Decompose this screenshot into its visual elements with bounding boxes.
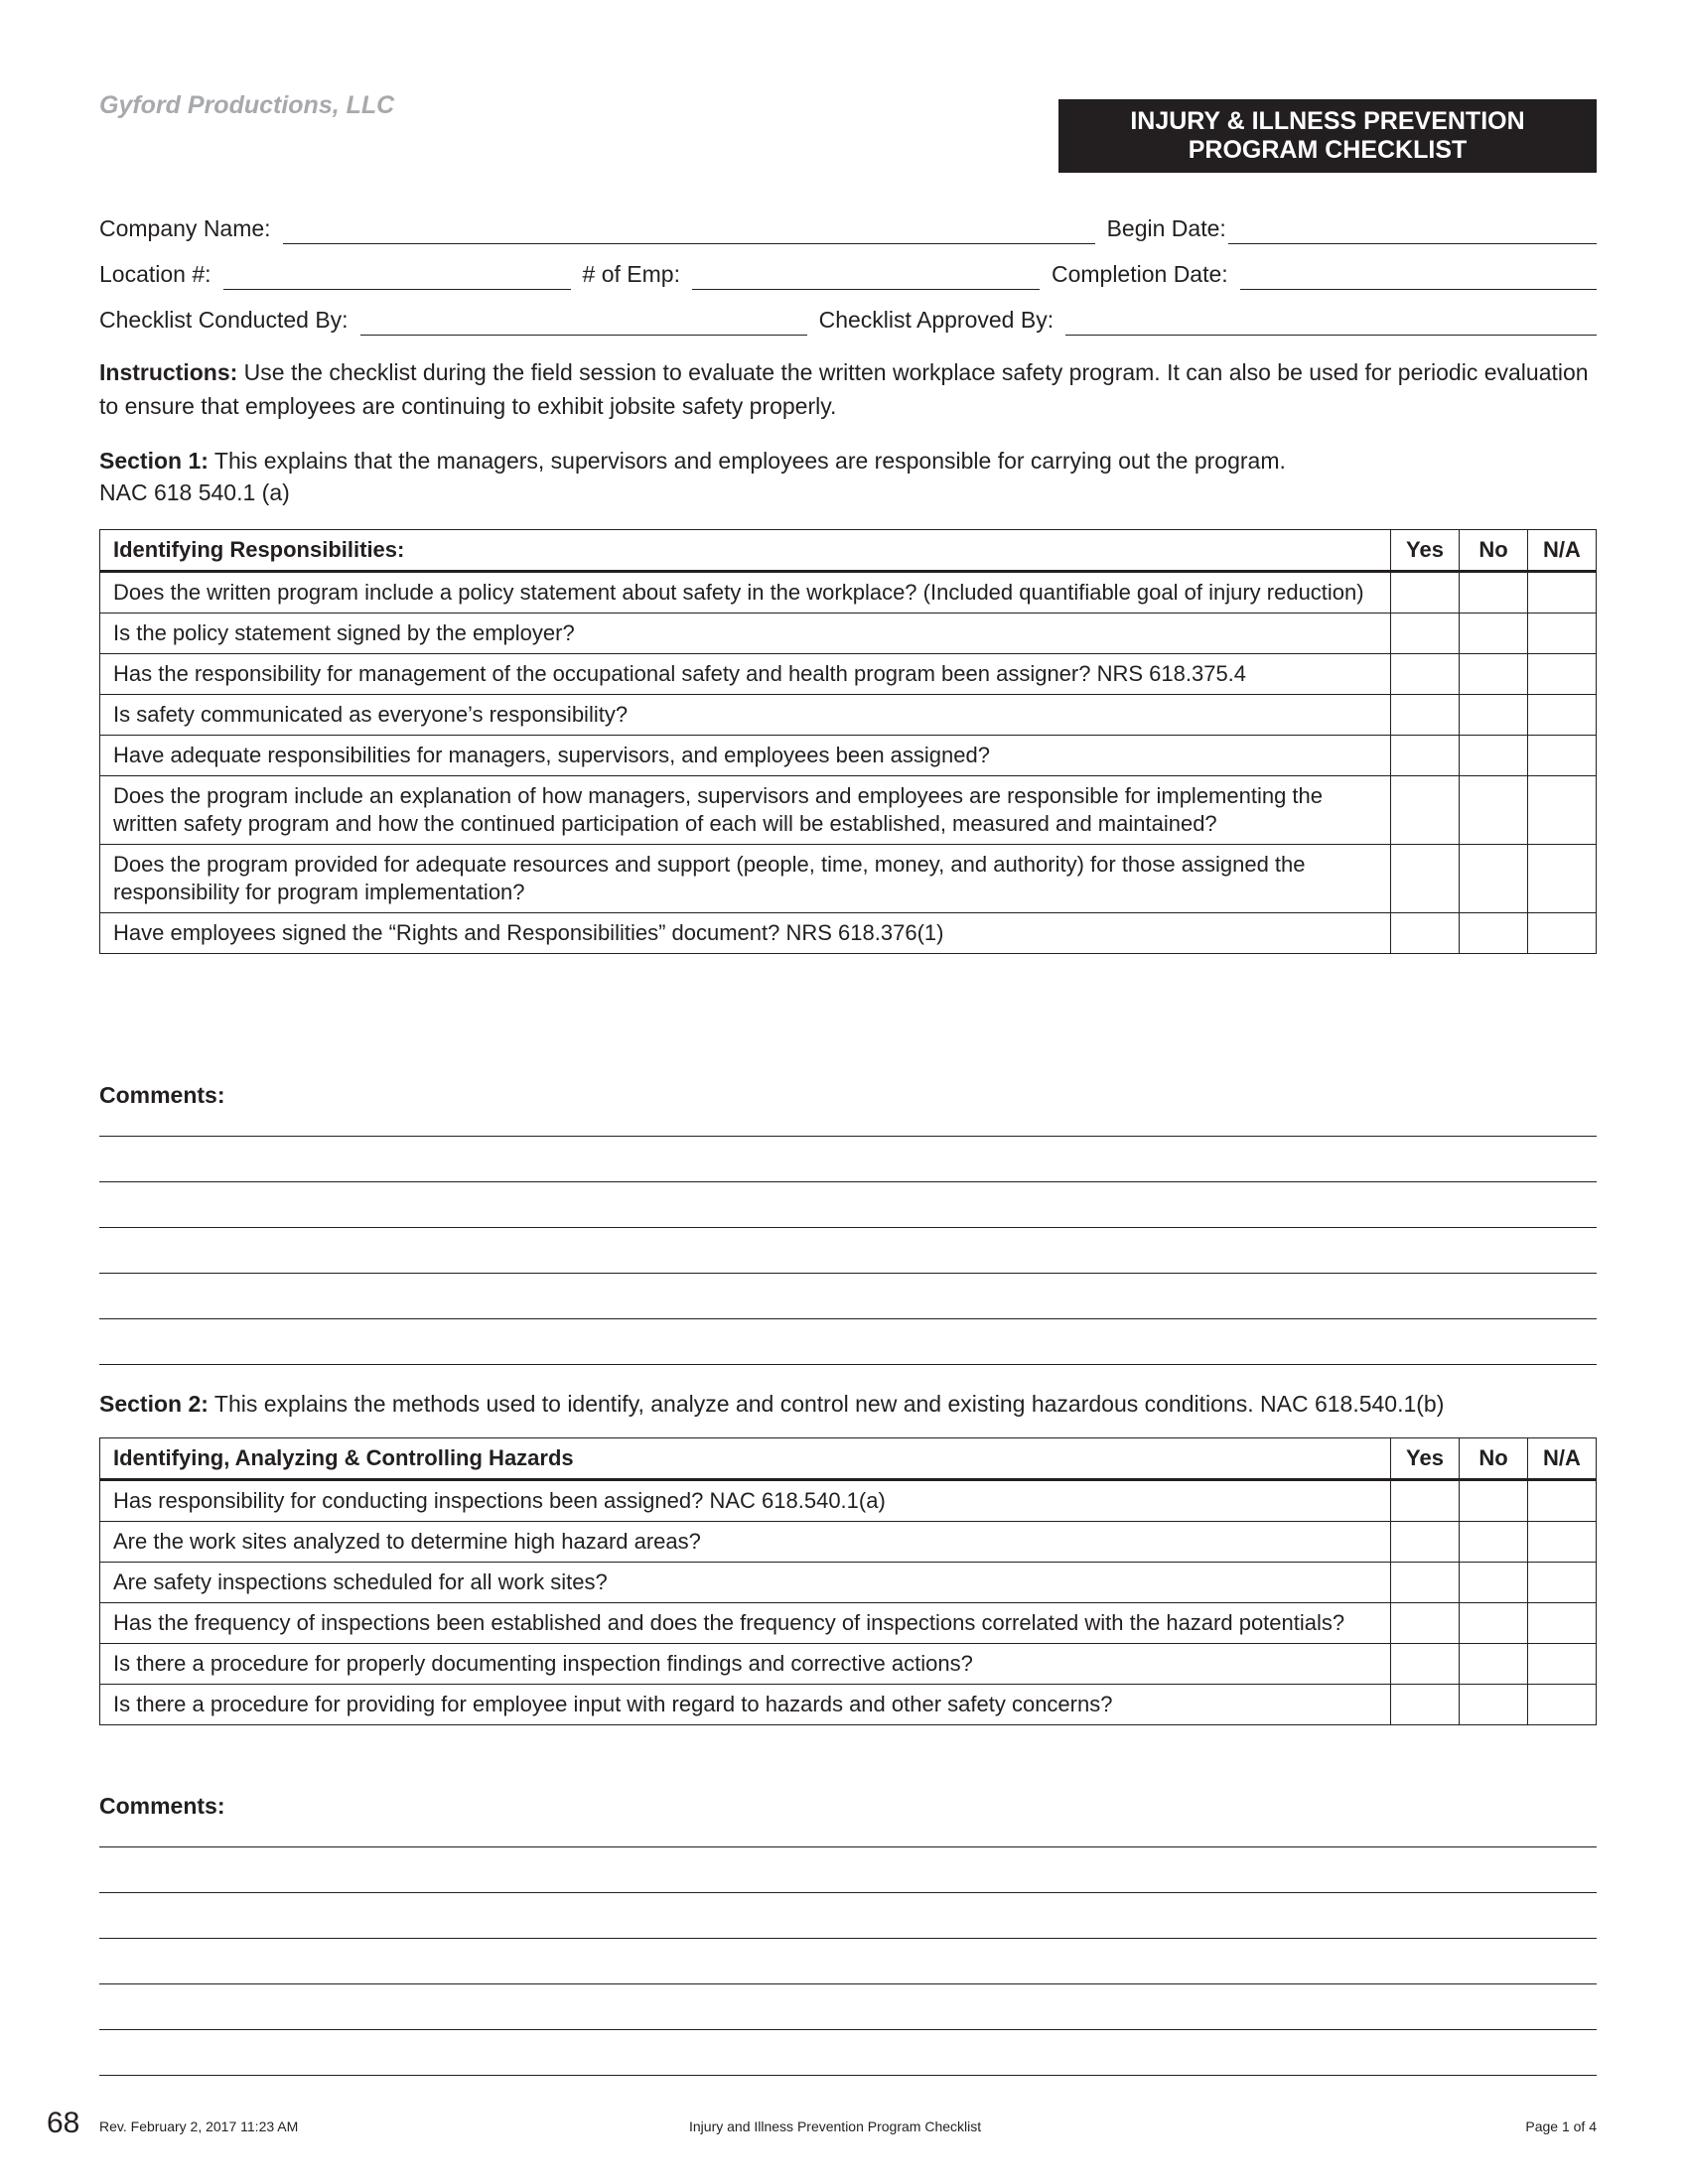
no-checkbox-cell[interactable] bbox=[1460, 845, 1528, 913]
yes-column-header: Yes bbox=[1391, 1438, 1460, 1480]
begin-date-label: Begin Date: bbox=[1106, 215, 1226, 241]
no-checkbox-cell[interactable] bbox=[1460, 654, 1528, 695]
field-row-1 bbox=[99, 199, 1597, 244]
title-line-2: PROGRAM CHECKLIST bbox=[1188, 136, 1468, 164]
na-checkbox-cell[interactable] bbox=[1528, 572, 1597, 614]
title-line-1: INJURY & ILLNESS PREVENTION bbox=[1130, 107, 1525, 135]
yes-checkbox-cell[interactable] bbox=[1391, 913, 1460, 954]
section-1-text: This explains that the managers, supervisors and employees are responsible for carrying out the program. bbox=[208, 448, 1286, 474]
no-column-header: No bbox=[1460, 530, 1528, 572]
document-title-box bbox=[1058, 99, 1597, 173]
no-column-header: No bbox=[1460, 1438, 1528, 1480]
na-checkbox-cell[interactable] bbox=[1528, 695, 1597, 736]
yes-checkbox-cell[interactable] bbox=[1391, 845, 1460, 913]
company-logo-text: Gyford Productions, LLC bbox=[99, 91, 395, 119]
table-row bbox=[100, 654, 1597, 695]
question-text: Is there a procedure for providing for employee input with regard to hazards and other safety concerns? bbox=[100, 1685, 1391, 1725]
section-1-label: Section 1: bbox=[99, 448, 209, 474]
na-checkbox-cell[interactable] bbox=[1528, 776, 1597, 845]
table-row bbox=[100, 776, 1597, 845]
table-row bbox=[100, 1603, 1597, 1644]
comment-line[interactable] bbox=[99, 1846, 1597, 1847]
question-text: Have adequate responsibilities for managers, supervisors, and employees been assigned? bbox=[100, 736, 1391, 776]
instructions-label: Instructions: bbox=[99, 359, 238, 385]
yes-checkbox-cell[interactable] bbox=[1391, 695, 1460, 736]
table-row bbox=[100, 736, 1597, 776]
table-row bbox=[100, 913, 1597, 954]
question-text: Are the work sites analyzed to determine high hazard areas? bbox=[100, 1522, 1391, 1563]
company-name-field[interactable] bbox=[283, 217, 1095, 244]
section-2-comments-label: Comments: bbox=[99, 1793, 225, 1819]
section-2-label: Section 2: bbox=[99, 1391, 209, 1417]
table-row bbox=[100, 1480, 1597, 1522]
na-column-header: N/A bbox=[1528, 1438, 1597, 1480]
conducted-by-field[interactable] bbox=[360, 309, 807, 336]
comment-line[interactable] bbox=[99, 1983, 1597, 1984]
company-name-label: Company Name: bbox=[99, 215, 271, 241]
section-1-ref: NAC 618 540.1 (a) bbox=[99, 479, 290, 505]
comment-line[interactable] bbox=[99, 1364, 1597, 1365]
num-emp-label: # of Emp: bbox=[582, 261, 680, 287]
question-text: Does the program include an explanation of how managers, supervisors and employees are responsible for implementing the written safety program and how the continued participation of each will be established, measured and maintained? bbox=[100, 776, 1391, 845]
table-row bbox=[100, 1685, 1597, 1725]
footer-doc-title: Injury and Illness Prevention Program Checklist bbox=[689, 2118, 982, 2134]
yes-column-header: Yes bbox=[1391, 530, 1460, 572]
na-checkbox-cell[interactable] bbox=[1528, 913, 1597, 954]
na-checkbox-cell[interactable] bbox=[1528, 1522, 1597, 1563]
page-number: 68 bbox=[47, 2107, 80, 2139]
no-checkbox-cell[interactable] bbox=[1460, 695, 1528, 736]
question-text: Does the written program include a policy statement about safety in the workplace? (Included quantifiable goal of injury reduction) bbox=[100, 572, 1391, 614]
no-checkbox-cell[interactable] bbox=[1460, 1644, 1528, 1685]
comment-line[interactable] bbox=[99, 2075, 1597, 2076]
no-checkbox-cell[interactable] bbox=[1460, 776, 1528, 845]
completion-date-label: Completion Date: bbox=[1051, 261, 1228, 287]
no-checkbox-cell[interactable] bbox=[1460, 1563, 1528, 1603]
section-2-heading bbox=[99, 1388, 1599, 1420]
yes-checkbox-cell[interactable] bbox=[1391, 736, 1460, 776]
question-text: Have employees signed the “Rights and Responsibilities” document? NRS 618.376(1) bbox=[100, 913, 1391, 954]
comment-line[interactable] bbox=[99, 2029, 1597, 2030]
yes-checkbox-cell[interactable] bbox=[1391, 1480, 1460, 1522]
approved-by-label: Checklist Approved By: bbox=[818, 307, 1055, 333]
table-row bbox=[100, 614, 1597, 654]
no-checkbox-cell[interactable] bbox=[1460, 614, 1528, 654]
na-column-header: N/A bbox=[1528, 530, 1597, 572]
completion-date-field[interactable] bbox=[1240, 263, 1597, 290]
table-row bbox=[100, 572, 1597, 614]
table-row bbox=[100, 1563, 1597, 1603]
revision-date: Rev. February 2, 2017 11:23 AM bbox=[99, 2118, 299, 2134]
section-1-comments-label: Comments: bbox=[99, 1082, 225, 1108]
na-checkbox-cell[interactable] bbox=[1528, 736, 1597, 776]
na-checkbox-cell[interactable] bbox=[1528, 1685, 1597, 1725]
section-1-heading bbox=[99, 445, 1599, 508]
yes-checkbox-cell[interactable] bbox=[1391, 654, 1460, 695]
no-checkbox-cell[interactable] bbox=[1460, 572, 1528, 614]
na-checkbox-cell[interactable] bbox=[1528, 1480, 1597, 1522]
footer-page-of: Page 1 of 4 bbox=[1525, 2118, 1597, 2134]
comment-line[interactable] bbox=[99, 1136, 1597, 1137]
question-text: Has responsibility for conducting inspections been assigned? NAC 618.540.1(a) bbox=[100, 1480, 1391, 1522]
begin-date-field[interactable] bbox=[1228, 217, 1597, 244]
header-fields bbox=[99, 199, 1597, 336]
field-row-2 bbox=[99, 244, 1597, 290]
section-2-text: This explains the methods used to identify, analyze and control new and existing hazardous conditions. NAC 618.540.1(b) bbox=[208, 1391, 1445, 1417]
na-checkbox-cell[interactable] bbox=[1528, 614, 1597, 654]
question-text: Are safety inspections scheduled for all work sites? bbox=[100, 1563, 1391, 1603]
na-checkbox-cell[interactable] bbox=[1528, 1603, 1597, 1644]
table-row bbox=[100, 1522, 1597, 1563]
table-title: Identifying Responsibilities: bbox=[100, 530, 1391, 572]
na-checkbox-cell[interactable] bbox=[1528, 1563, 1597, 1603]
yes-checkbox-cell[interactable] bbox=[1391, 572, 1460, 614]
question-text: Does the program provided for adequate resources and support (people, time, money, and authority) for those assigned the responsibility for program implementation? bbox=[100, 845, 1391, 913]
na-checkbox-cell[interactable] bbox=[1528, 1644, 1597, 1685]
no-checkbox-cell[interactable] bbox=[1460, 913, 1528, 954]
no-checkbox-cell[interactable] bbox=[1460, 1685, 1528, 1725]
comment-line[interactable] bbox=[99, 1181, 1597, 1182]
yes-checkbox-cell[interactable] bbox=[1391, 1644, 1460, 1685]
yes-checkbox-cell[interactable] bbox=[1391, 1563, 1460, 1603]
conducted-by-label: Checklist Conducted By: bbox=[99, 307, 349, 333]
instructions-text: Use the checklist during the field session to evaluate the written workplace safety program. It can also be used for periodic evaluation to ensure that employees are continuing to exhibit jobsite safety properly. bbox=[99, 359, 1589, 419]
na-checkbox-cell[interactable] bbox=[1528, 845, 1597, 913]
table-header-row bbox=[100, 530, 1597, 572]
table-row bbox=[100, 695, 1597, 736]
comment-line[interactable] bbox=[99, 1892, 1597, 1893]
yes-checkbox-cell[interactable] bbox=[1391, 614, 1460, 654]
no-checkbox-cell[interactable] bbox=[1460, 1522, 1528, 1563]
comment-line[interactable] bbox=[99, 1273, 1597, 1274]
num-emp-field[interactable] bbox=[692, 263, 1040, 290]
location-field[interactable] bbox=[223, 263, 571, 290]
na-checkbox-cell[interactable] bbox=[1528, 654, 1597, 695]
comment-line[interactable] bbox=[99, 1318, 1597, 1319]
comment-line[interactable] bbox=[99, 1227, 1597, 1228]
approved-by-field[interactable] bbox=[1065, 309, 1597, 336]
question-text: Is there a procedure for properly documenting inspection findings and corrective actions? bbox=[100, 1644, 1391, 1685]
responsibilities-table bbox=[99, 529, 1597, 954]
yes-checkbox-cell[interactable] bbox=[1391, 776, 1460, 845]
hazards-table bbox=[99, 1437, 1597, 1725]
question-text: Has the responsibility for management of the occupational safety and health program been assigner? NRS 618.375.4 bbox=[100, 654, 1391, 695]
yes-checkbox-cell[interactable] bbox=[1391, 1603, 1460, 1644]
question-text: Is safety communicated as everyone’s responsibility? bbox=[100, 695, 1391, 736]
table-row bbox=[100, 1644, 1597, 1685]
no-checkbox-cell[interactable] bbox=[1460, 736, 1528, 776]
table-header-row bbox=[100, 1438, 1597, 1480]
section-1-intro bbox=[99, 445, 1599, 477]
table-title: Identifying, Analyzing & Controlling Hazards bbox=[100, 1438, 1391, 1480]
instructions bbox=[99, 355, 1599, 423]
no-checkbox-cell[interactable] bbox=[1460, 1603, 1528, 1644]
yes-checkbox-cell[interactable] bbox=[1391, 1685, 1460, 1725]
field-row-3 bbox=[99, 290, 1597, 336]
table-row bbox=[100, 845, 1597, 913]
no-checkbox-cell[interactable] bbox=[1460, 1480, 1528, 1522]
question-text: Is the policy statement signed by the employer? bbox=[100, 614, 1391, 654]
yes-checkbox-cell[interactable] bbox=[1391, 1522, 1460, 1563]
question-text: Has the frequency of inspections been established and does the frequency of inspections correlated with the hazard potentials? bbox=[100, 1603, 1391, 1644]
location-label: Location #: bbox=[99, 261, 211, 287]
comment-line[interactable] bbox=[99, 1938, 1597, 1939]
